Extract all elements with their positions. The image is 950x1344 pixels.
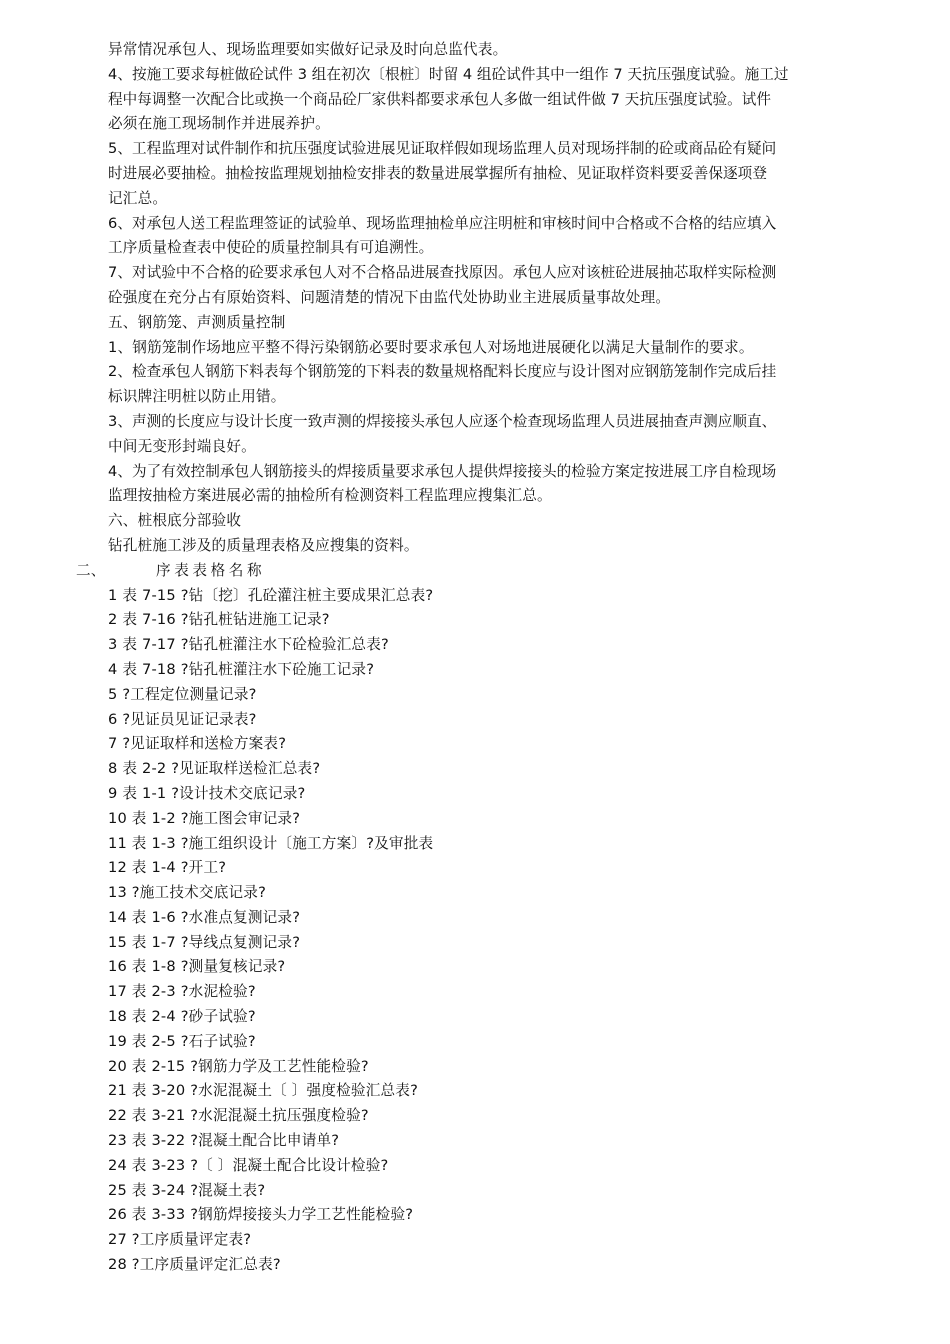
list-item: 11 表 1-3 ?施工组织设计〔施工方案〕?及审批表 [108,834,434,852]
list-item: 27 ?工序质量评定表? [108,1231,252,1249]
list-item: 22 表 3-21 ?水泥混凝土抗压强度检验? [108,1107,369,1125]
list-item: 16 表 1-8 ?测量复核记录? [108,958,286,976]
paragraph-line: 3、声测的长度应与设计长度一致声测的焊接接头承包人应逐个检查现场监理人员进展抽查声测应顺直、 [108,412,777,430]
paragraph-line: 1、钢筋笼制作场地应平整不得污染钢筋必要时要求承包人对场地进展硬化以满足大量制作的要求。 [108,338,754,356]
paragraph-line: 4、为了有效控制承包人钢筋接头的焊接质量要求承包人提供焊接接头的检验方案定按进展工序自检现场 [108,462,777,480]
paragraph-line: 程中每调整一次配合比或换一个商品砼厂家供料都要求承包人多做一组试件做 7 天抗压强度试验。试件 [108,90,772,108]
list-item: 19 表 2-5 ?石子试验? [108,1032,256,1050]
paragraph-line: 7、对试验中不合格的砼要求承包人对不合格品进展查找原因。承包人应对该桩砼进展抽芯取样实际检测 [108,264,777,282]
list-item: 26 表 3-33 ?钢筋焊接接头力学工艺性能检验? [108,1206,414,1224]
list-item: 8 表 2-2 ?见证取样送检汇总表? [108,760,321,778]
list-item: 15 表 1-7 ?导线点复测记录? [108,933,301,951]
list-item: 10 表 1-2 ?施工图会审记录? [108,809,301,827]
section-heading: 六、桩根底分部验收 [108,512,242,530]
list-item: 14 表 1-6 ?水准点复测记录? [108,908,301,926]
list-item: 7 ?见证取样和送检方案表? [108,735,287,753]
paragraph-line: 砼强度在充分占有原始资料、问题清楚的情况下由监代处协助业主进展质量事故处理。 [108,288,671,306]
list-item: 23 表 3-22 ?混凝土配合比申请单? [108,1132,340,1150]
list-item: 3 表 7-17 ?钻孔桩灌注水下砼检验汇总表? [108,636,389,654]
table-heading-number: 二、 [76,561,106,579]
list-item: 4 表 7-18 ?钻孔桩灌注水下砼施工记录? [108,660,375,678]
paragraph-line: 2、检查承包人钢筋下料表每个钢筋笼的下料表的数量规格配料长度应与设计图对应钢筋笼制作完成后挂 [108,363,777,381]
paragraph-line: 中间无变形封端良好。 [108,437,256,455]
table-heading-title: 序表表格名称 [156,561,266,579]
paragraph-line: 异常情况承包人、现场监理要如实做好记录及时向总监代表。 [108,41,508,58]
section-heading: 五、钢筋笼、声测质量控制 [108,313,286,331]
list-item: 2 表 7-16 ?钻孔桩钻进施工记录? [108,611,330,629]
list-item: 17 表 2-3 ?水泥检验? [108,983,256,1001]
list-item: 1 表 7-15 ?钻〔挖〕孔砼灌注桩主要成果汇总表? [108,586,434,604]
paragraph-line: 时进展必要抽检。抽检按监理规划抽检安排表的数量进展掌握所有抽检、见证取样资料要妥善保逐项登 [108,164,767,182]
paragraph-line: 工序质量检查表中使砼的质量控制具有可追溯性。 [108,239,434,257]
list-item: 28 ?工序质量评定汇总表? [108,1256,281,1274]
paragraph-line: 4、按施工要求每桩做砼试件 3 组在初次〔根桩〕时留 4 组砼试件其中一组作 7 天抗压强度试验。施工过 [108,65,789,83]
list-item: 12 表 1-4 ?开工? [108,859,227,877]
list-item: 18 表 2-4 ?砂子试验? [108,1008,256,1026]
list-item: 25 表 3-24 ?混凝土表? [108,1181,266,1199]
paragraph-line: 5、工程监理对试件制作和抗压强度试验进展见证取样假如现场监理人员对现场拌制的砼或商品砼有疑问 [108,140,777,158]
paragraph-line: 必须在施工现场制作并进展养护。 [108,115,330,133]
paragraph-line: 钻孔桩施工涉及的质量理表格及应搜集的资料。 [108,536,419,554]
paragraph-line: 记汇总。 [108,189,168,207]
list-item: 5 ?工程定位测量记录? [108,685,257,703]
paragraph-line: 标识牌注明桩以防止用错。 [108,388,286,406]
table-heading [0,559,950,584]
document-page [0,38,950,1278]
list-item: 24 表 3-23 ?〔 〕混凝土配合比设计检验? [108,1156,389,1174]
list-item: 6 ?见证员见证记录表? [108,710,257,728]
paragraph-line: 6、对承包人送工程监理签证的试验单、现场监理抽检单应注明桩和审核时间中合格或不合格的结应填入 [108,214,777,232]
list-item: 9 表 1-1 ?设计技术交底记录? [108,784,306,802]
list-item: 21 表 3-20 ?水泥混凝土〔 〕强度检验汇总表? [108,1082,419,1100]
paragraph-line: 监理按抽检方案进展必需的抽检所有检测资料工程监理应搜集汇总。 [108,487,552,505]
list-item: 13 ?施工技术交底记录? [108,884,267,902]
list-item: 20 表 2-15 ?钢筋力学及工艺性能检验? [108,1057,369,1075]
